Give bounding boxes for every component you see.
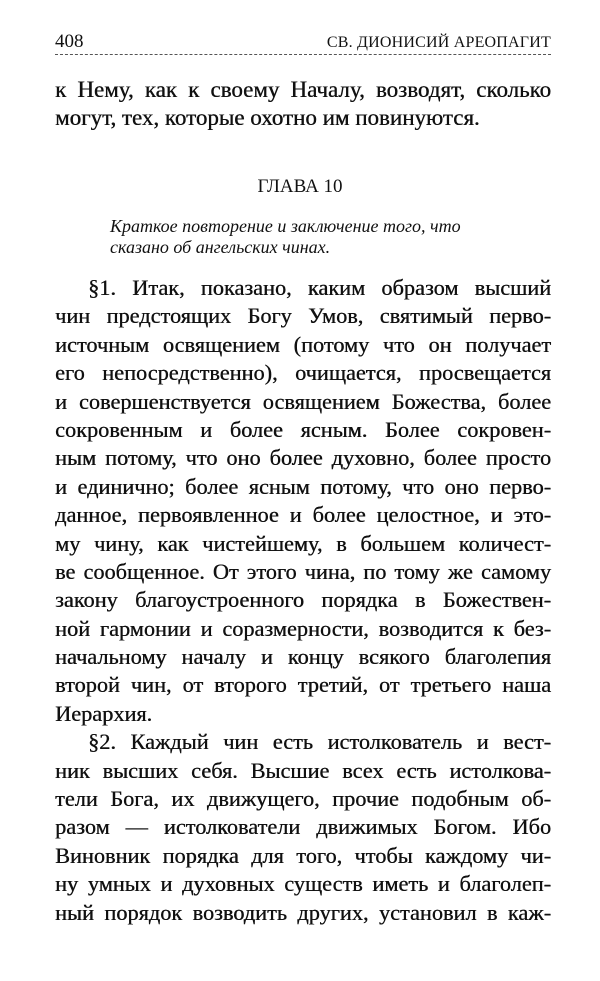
text-line: источным освящением (потому что он получает — [55, 331, 551, 357]
subtitle-line: Краткое повторение и заключение того, что — [110, 216, 461, 236]
paragraph — [55, 274, 551, 728]
page-header — [55, 31, 551, 53]
subtitle-line: сказано об ангельских чинах. — [110, 237, 331, 257]
text-line: ный порядок возводить других, установил в каж- — [55, 899, 551, 925]
body-text — [55, 274, 551, 927]
paragraph — [55, 728, 551, 927]
text-line: закону благоустроенного порядка в Божествен- — [55, 587, 551, 613]
header-rule — [55, 54, 551, 55]
text-line: ве сообщенное. От этого чина, по тому же самому — [55, 558, 551, 584]
continuation-text — [55, 76, 551, 132]
text-line: начальному началу и концу всякого благолепия — [55, 644, 551, 670]
text-line: му чину, как чистейшему, в большем количест- — [55, 530, 551, 556]
text-line: ну умных и духовных существ иметь и благолеп- — [55, 871, 551, 897]
chapter-title: ГЛАВА 10 — [257, 176, 343, 197]
text-line: сокровенным и более ясным. Более сокровен- — [55, 416, 551, 442]
text-line: §1. Итак, показано, каким образом высший — [88, 275, 551, 300]
text-line: данное, первоявленное и более целостное, и это- — [55, 502, 551, 528]
text-line: к Нему, как к своему Началу, возводят, сколько — [55, 77, 551, 102]
text-line: ной гармонии и соразмерности, возводится к без- — [55, 615, 551, 641]
page-number: 408 — [55, 31, 84, 52]
text-line: второй чин, от второго третий, от третьего наша — [55, 672, 551, 698]
text-line: и единично; более ясным потому, что оно перво- — [55, 473, 551, 499]
text-line: ным потому, что оно более духовно, более просто — [55, 445, 551, 471]
text-line: §2. Каждый чин есть истолкователь и вест- — [88, 729, 551, 755]
text-line: могут, тех, которые охотно им повинуются. — [55, 105, 480, 130]
text-line: ник высших себя. Высшие всех есть истолкова- — [55, 757, 551, 783]
text-line: тели Бога, их движущего, прочие подобным об- — [55, 786, 551, 812]
text-line: Виновник порядка для того, чтобы каждому чи- — [55, 842, 551, 868]
text-line: и совершенствуется освящением Божества, более — [55, 388, 551, 414]
running-title: СВ. ДИОНИСИЙ АРЕОПАГИТ — [326, 34, 551, 51]
text-line: чин предстоящих Богу Умов, святимый перво- — [55, 303, 551, 329]
chapter-subtitle — [110, 216, 461, 258]
text-line: Иерархия. — [55, 700, 153, 726]
text-line: разом — истолкователи движимых Богом. Ибо — [55, 814, 551, 840]
text-line: его непосредственно), очищается, просвещается — [55, 360, 551, 386]
